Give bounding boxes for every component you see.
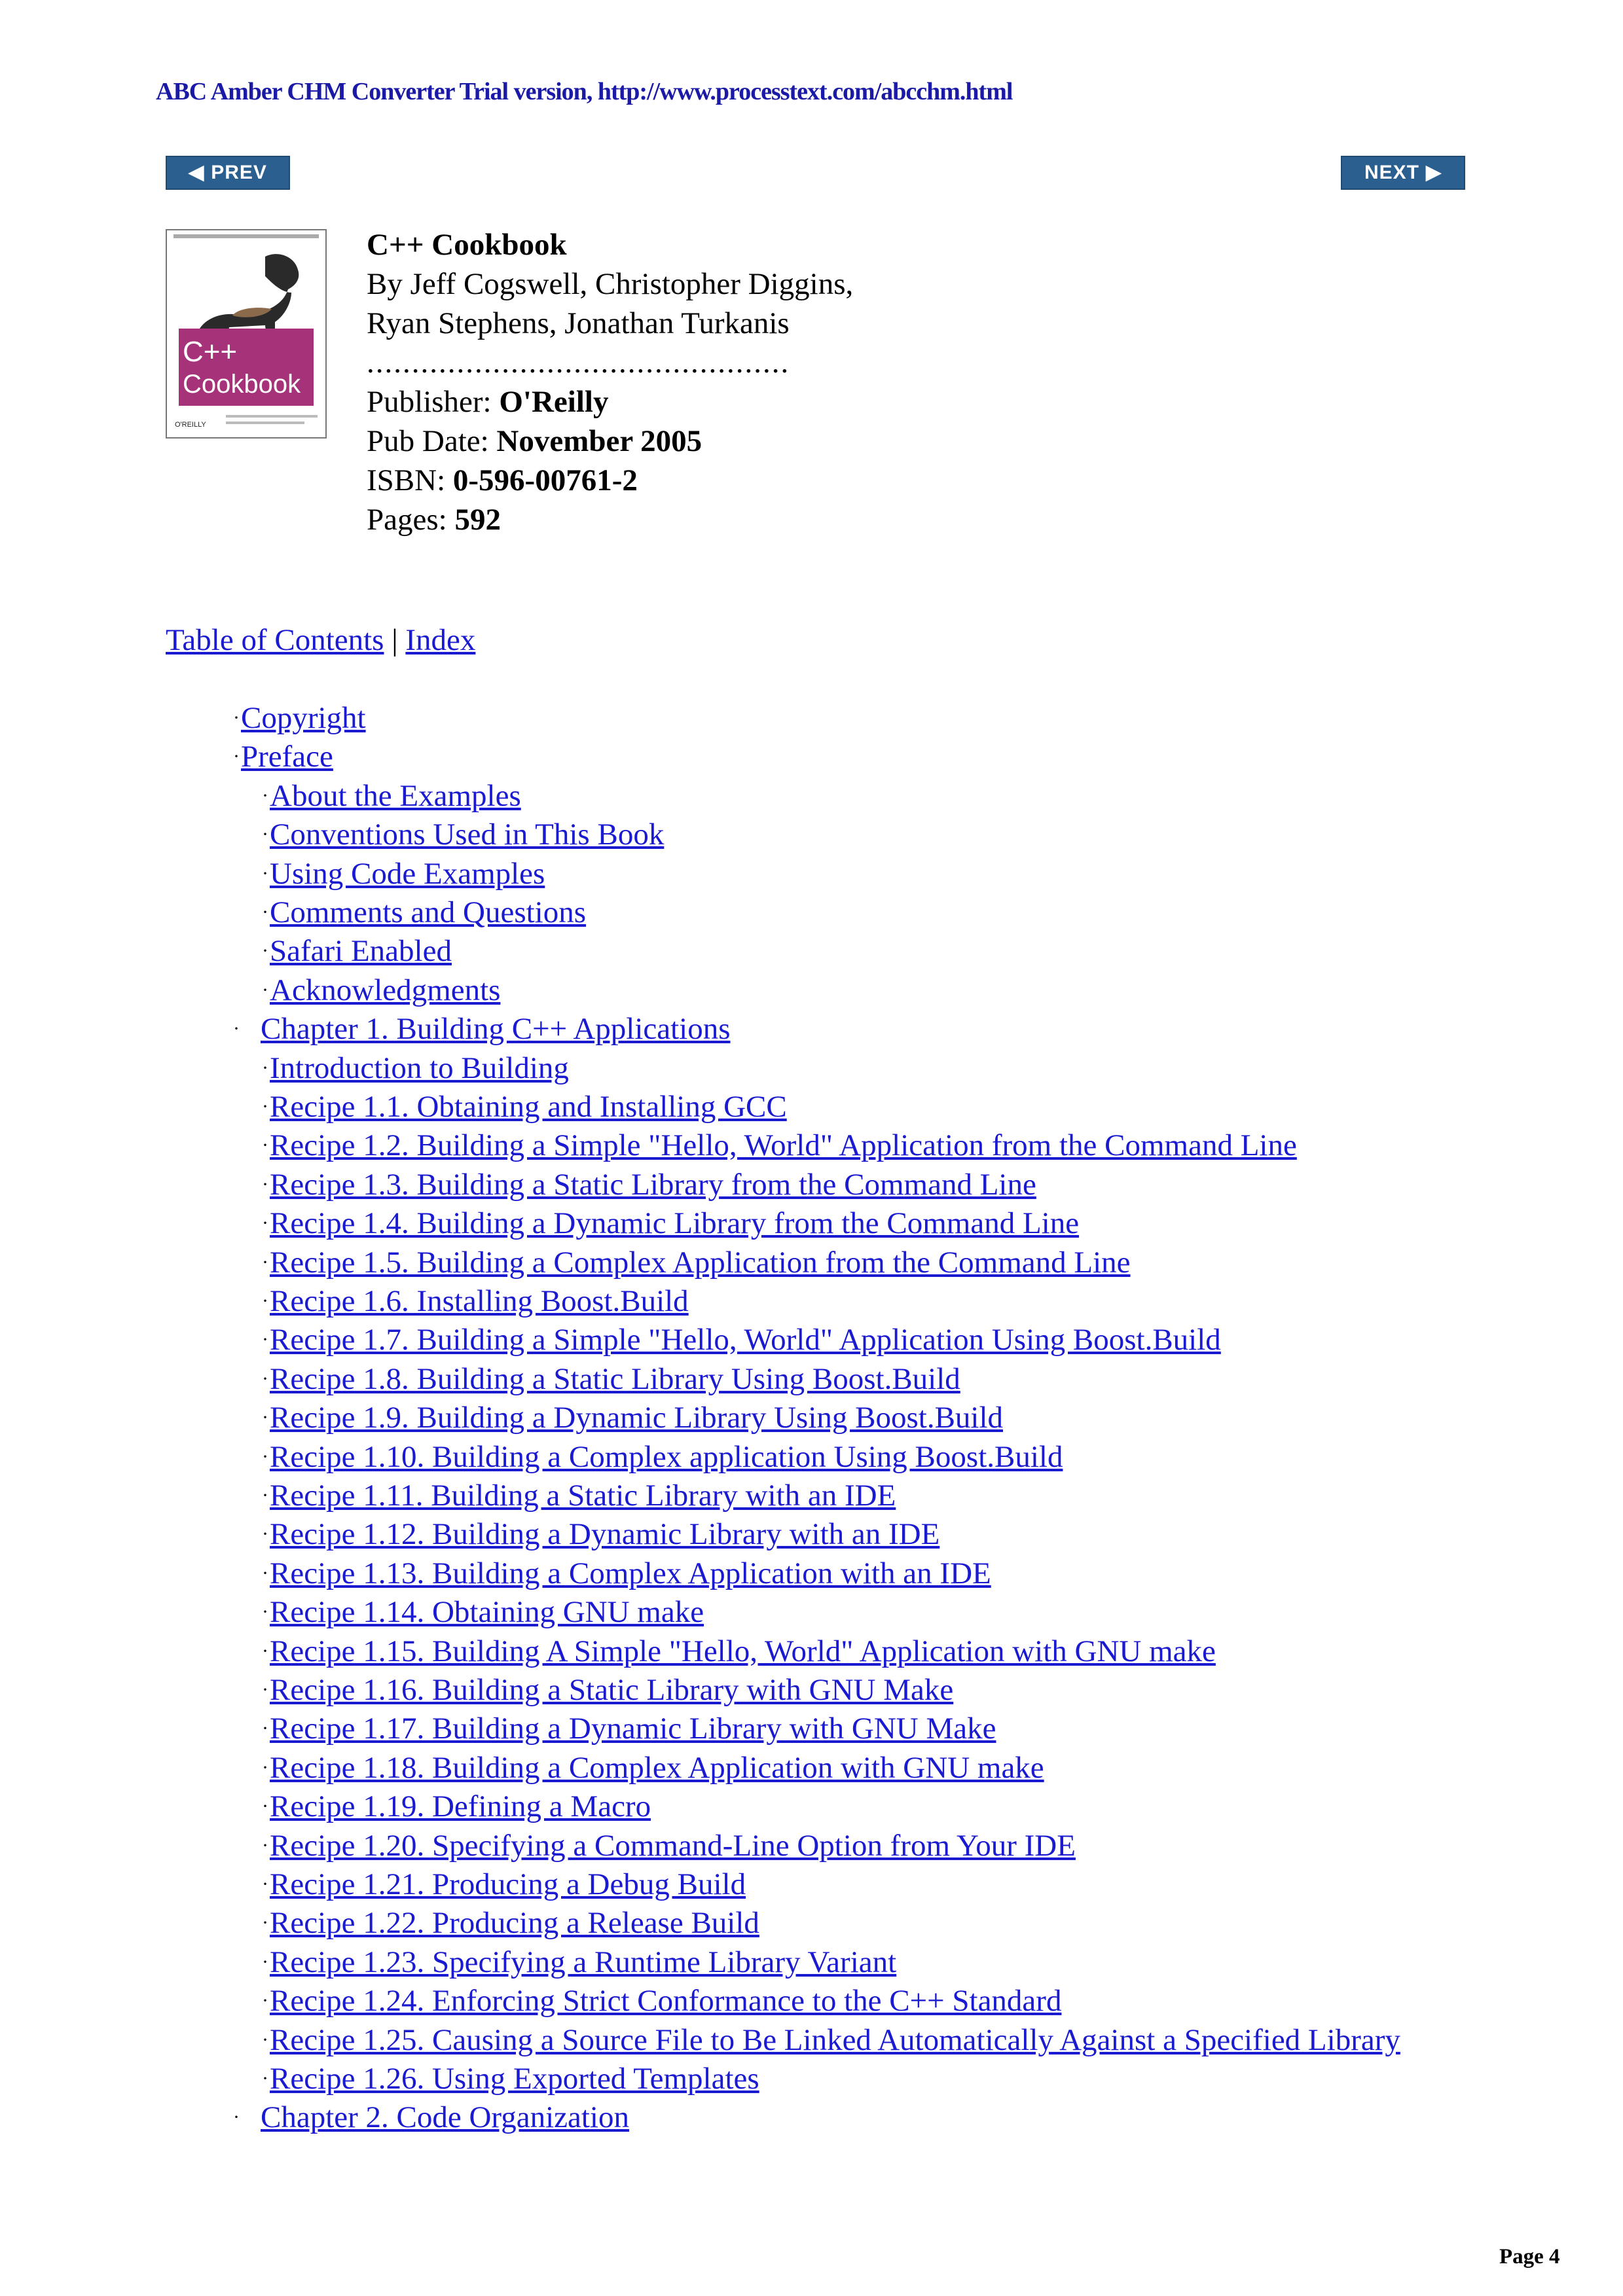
- toc-chapter-item: [233, 1009, 731, 1049]
- toc-link[interactable]: Chapter 1. Building C++ Applications: [261, 1012, 731, 1047]
- toc-link[interactable]: Recipe 1.13. Building a Complex Application with an IDE: [270, 1556, 991, 1590]
- toc-link[interactable]: Safari Enabled: [270, 934, 452, 969]
- toc-link[interactable]: Recipe 1.2. Building a Simple "Hello, World" Application from the Command Line: [270, 1128, 1297, 1163]
- bullet-icon: ·: [262, 1212, 268, 1234]
- toc-link[interactable]: Recipe 1.22. Producing a Release Build: [270, 1906, 759, 1941]
- toc-link[interactable]: Recipe 1.14. Obtaining GNU make: [270, 1595, 704, 1630]
- publisher-label: Publisher:: [367, 385, 500, 419]
- toc-link[interactable]: Recipe 1.10. Building a Complex application Using Boost.Build: [270, 1439, 1063, 1474]
- toc-item: [262, 1865, 746, 1904]
- toc-item: [262, 1903, 759, 1943]
- toc-item: [262, 2020, 1400, 2060]
- toc-link[interactable]: Recipe 1.8. Building a Static Library Using Boost.Build: [270, 1361, 960, 1396]
- link-separator: |: [384, 623, 406, 657]
- toc-link[interactable]: About the Examples: [270, 778, 521, 813]
- toc-link[interactable]: Using Code Examples: [270, 856, 545, 891]
- bullet-icon: ·: [262, 1990, 268, 2012]
- trial-banner: ABC Amber CHM Converter Trial version, http://www.processtext.com/abcchm.html: [156, 78, 1013, 105]
- toc-item: [233, 698, 366, 738]
- bullet-icon: ·: [262, 1329, 268, 1351]
- bullet-icon: ·: [262, 1873, 268, 1895]
- toc-item: [262, 1087, 787, 1126]
- authors-line-2: Ryan Stephens, Jonathan Turkanis: [367, 306, 790, 340]
- toc-item: [262, 971, 500, 1010]
- dotted-separator: ...............................................: [367, 346, 790, 380]
- pages-row: [367, 500, 853, 539]
- toc-link[interactable]: Recipe 1.1. Obtaining and Installing GCC: [270, 1090, 787, 1124]
- toc-item: [262, 1282, 689, 1321]
- toc-item: [262, 1943, 896, 1982]
- toc-link[interactable]: Copyright: [241, 701, 366, 735]
- publisher-value: O'Reilly: [499, 385, 609, 419]
- toc-item: [262, 931, 452, 971]
- bullet-icon: ·: [262, 1912, 268, 1934]
- toc-item: [262, 1437, 1063, 1477]
- toc-link[interactable]: Recipe 1.9. Building a Dynamic Library Using Boost.Build: [270, 1401, 1004, 1435]
- page-number: Page 4: [1499, 2245, 1560, 2269]
- bullet-icon: ·: [262, 862, 268, 884]
- toc-item: [233, 737, 333, 776]
- bullet-icon: ·: [262, 1717, 268, 1740]
- isbn-label: ISBN:: [367, 463, 453, 497]
- bullet-icon: ·: [262, 1484, 268, 1506]
- bullet-icon: ·: [262, 1950, 268, 1973]
- next-button[interactable]: [1341, 156, 1465, 190]
- toc-link[interactable]: Introduction to Building: [270, 1050, 569, 1085]
- toc-link[interactable]: Recipe 1.12. Building a Dynamic Library with an IDE: [270, 1517, 940, 1552]
- toc-item: [262, 1165, 1036, 1204]
- toc-link[interactable]: Comments and Questions: [270, 895, 587, 929]
- toc-index-links: [166, 620, 475, 660]
- toc-link[interactable]: Recipe 1.17. Building a Dynamic Library with GNU Make: [270, 1712, 996, 1746]
- toc-item: [262, 1787, 651, 1826]
- prev-button[interactable]: [166, 156, 290, 190]
- toc-link[interactable]: Recipe 1.24. Enforcing Strict Conformance to the C++ Standard: [270, 1984, 1062, 2018]
- bullet-icon: ·: [262, 1640, 268, 1662]
- toc-link[interactable]: Recipe 1.20. Specifying a Command-Line Option from Your IDE: [270, 1828, 1076, 1863]
- toc-link[interactable]: Recipe 1.21. Producing a Debug Build: [270, 1867, 746, 1901]
- pubdate-row: [367, 422, 853, 461]
- bullet-icon: ·: [262, 2028, 268, 2051]
- pubdate-value: November 2005: [496, 424, 702, 458]
- toc-link[interactable]: Conventions Used in This Book: [270, 817, 665, 852]
- cover-publisher-mark: O'REILLY: [175, 421, 206, 429]
- bullet-icon: ·: [262, 1407, 268, 1429]
- pages-value: 592: [454, 503, 501, 537]
- book-cover-art: [167, 230, 325, 437]
- toc-item: [262, 815, 664, 854]
- bullet-icon: ·: [262, 1756, 268, 1778]
- bullet-icon: ·: [233, 2106, 240, 2128]
- toc-item: [262, 1126, 1297, 1165]
- bullet-icon: ·: [262, 1795, 268, 1818]
- prev-label: PREV: [211, 162, 267, 183]
- toc-item: [262, 1670, 953, 1710]
- cover-title-line1: C++: [183, 336, 238, 368]
- toc-item: [262, 1981, 1061, 2020]
- toc-link[interactable]: Recipe 1.18. Building a Complex Application with GNU make: [270, 1750, 1044, 1785]
- toc-link[interactable]: Recipe 1.23. Specifying a Runtime Library Variant: [270, 1945, 897, 1979]
- cover-title-line2: Cookbook: [183, 370, 301, 399]
- bullet-icon: ·: [262, 2068, 268, 2089]
- toc-link[interactable]: Recipe 1.6. Installing Boost.Build: [270, 1284, 689, 1318]
- toc-item: [262, 1049, 569, 1088]
- toc-item: [262, 1398, 1003, 1437]
- bullet-icon: ·: [262, 1679, 268, 1700]
- bullet-icon: ·: [233, 745, 240, 768]
- next-label: NEXT: [1364, 162, 1419, 183]
- toc-link[interactable]: Recipe 1.3. Building a Static Library from the Command Line: [270, 1167, 1036, 1202]
- pages-label: Pages:: [367, 503, 455, 537]
- toc-item: [262, 1476, 896, 1515]
- toc-item: [262, 1748, 1044, 1787]
- toc-item: [262, 776, 521, 816]
- toc-item: [262, 893, 586, 932]
- bullet-icon: ·: [262, 1290, 268, 1312]
- isbn-value: 0-596-00761-2: [452, 463, 638, 497]
- toc-item: [262, 1243, 1131, 1282]
- bullet-icon: ·: [262, 1523, 268, 1545]
- toc-item: [262, 2059, 759, 2098]
- pubdate-label: Pub Date:: [367, 424, 497, 458]
- toc-link[interactable]: Recipe 1.4. Building a Dynamic Library from the Command Line: [270, 1206, 1080, 1241]
- bullet-icon: ·: [262, 901, 268, 923]
- table-of-contents-link[interactable]: Table of Contents: [166, 623, 384, 657]
- toc-item: [262, 854, 545, 893]
- bullet-icon: ·: [262, 1367, 268, 1390]
- bullet-icon: ·: [262, 940, 268, 962]
- bullet-icon: ·: [262, 1834, 268, 1856]
- toc-item: [262, 1515, 939, 1554]
- toc-link[interactable]: Recipe 1.26. Using Exported Templates: [270, 2062, 759, 2096]
- bullet-icon: ·: [262, 978, 268, 1001]
- toc-link[interactable]: Chapter 2. Code Organization: [261, 2100, 629, 2135]
- toc-item: [262, 1632, 1216, 1671]
- book-cover-image: [166, 229, 327, 439]
- bullet-icon: ·: [233, 1018, 240, 1040]
- toc-link[interactable]: Recipe 1.25. Causing a Source File to Be Linked Automatically Against a Specified Library: [270, 2022, 1400, 2057]
- book-metadata: [367, 225, 853, 539]
- bullet-icon: ·: [262, 1601, 268, 1623]
- bullet-icon: ·: [262, 1096, 268, 1117]
- bullet-icon: ·: [262, 1173, 268, 1195]
- bullet-icon: ·: [262, 823, 268, 846]
- toc-item: [262, 1592, 704, 1632]
- toc-link[interactable]: Recipe 1.11. Building a Static Library with an IDE: [270, 1479, 896, 1513]
- bullet-icon: ·: [233, 707, 240, 728]
- toc-item: [262, 1709, 996, 1748]
- bullet-icon: ·: [262, 784, 268, 806]
- arrow-right-icon: ▶: [1425, 162, 1442, 183]
- toc-link[interactable]: Recipe 1.16. Building a Static Library with GNU Make: [270, 1673, 954, 1707]
- bullet-icon: ·: [262, 1134, 268, 1157]
- toc-link[interactable]: Acknowledgments: [270, 973, 501, 1007]
- toc-chapter-item: [233, 2098, 629, 2137]
- isbn-row: [367, 461, 853, 500]
- toc-item: [262, 1320, 1221, 1359]
- bullet-icon: ·: [262, 1562, 268, 1584]
- toc-link[interactable]: Recipe 1.5. Building a Complex Application from the Command Line: [270, 1245, 1131, 1280]
- toc-item: [262, 1204, 1079, 1243]
- authors-line-1: By Jeff Cogswell, Christopher Diggins,: [367, 267, 854, 301]
- index-link[interactable]: Index: [405, 623, 476, 657]
- bullet-icon: ·: [262, 1056, 268, 1079]
- book-title: C++ Cookbook: [367, 228, 567, 262]
- toc-link[interactable]: Recipe 1.19. Defining a Macro: [270, 1789, 651, 1824]
- toc-link[interactable]: Recipe 1.7. Building a Simple "Hello, World" Application Using Boost.Build: [270, 1323, 1221, 1357]
- bullet-icon: ·: [262, 1445, 268, 1467]
- toc-link[interactable]: Preface: [241, 740, 333, 774]
- toc-item: [262, 1826, 1076, 1865]
- toc-item: [262, 1554, 991, 1593]
- toc-link[interactable]: Recipe 1.15. Building A Simple "Hello, World" Application with GNU make: [270, 1634, 1216, 1668]
- bullet-icon: ·: [262, 1251, 268, 1273]
- toc-item: [262, 1359, 960, 1399]
- arrow-left-icon: ◀: [189, 162, 205, 183]
- publisher-row: [367, 382, 853, 422]
